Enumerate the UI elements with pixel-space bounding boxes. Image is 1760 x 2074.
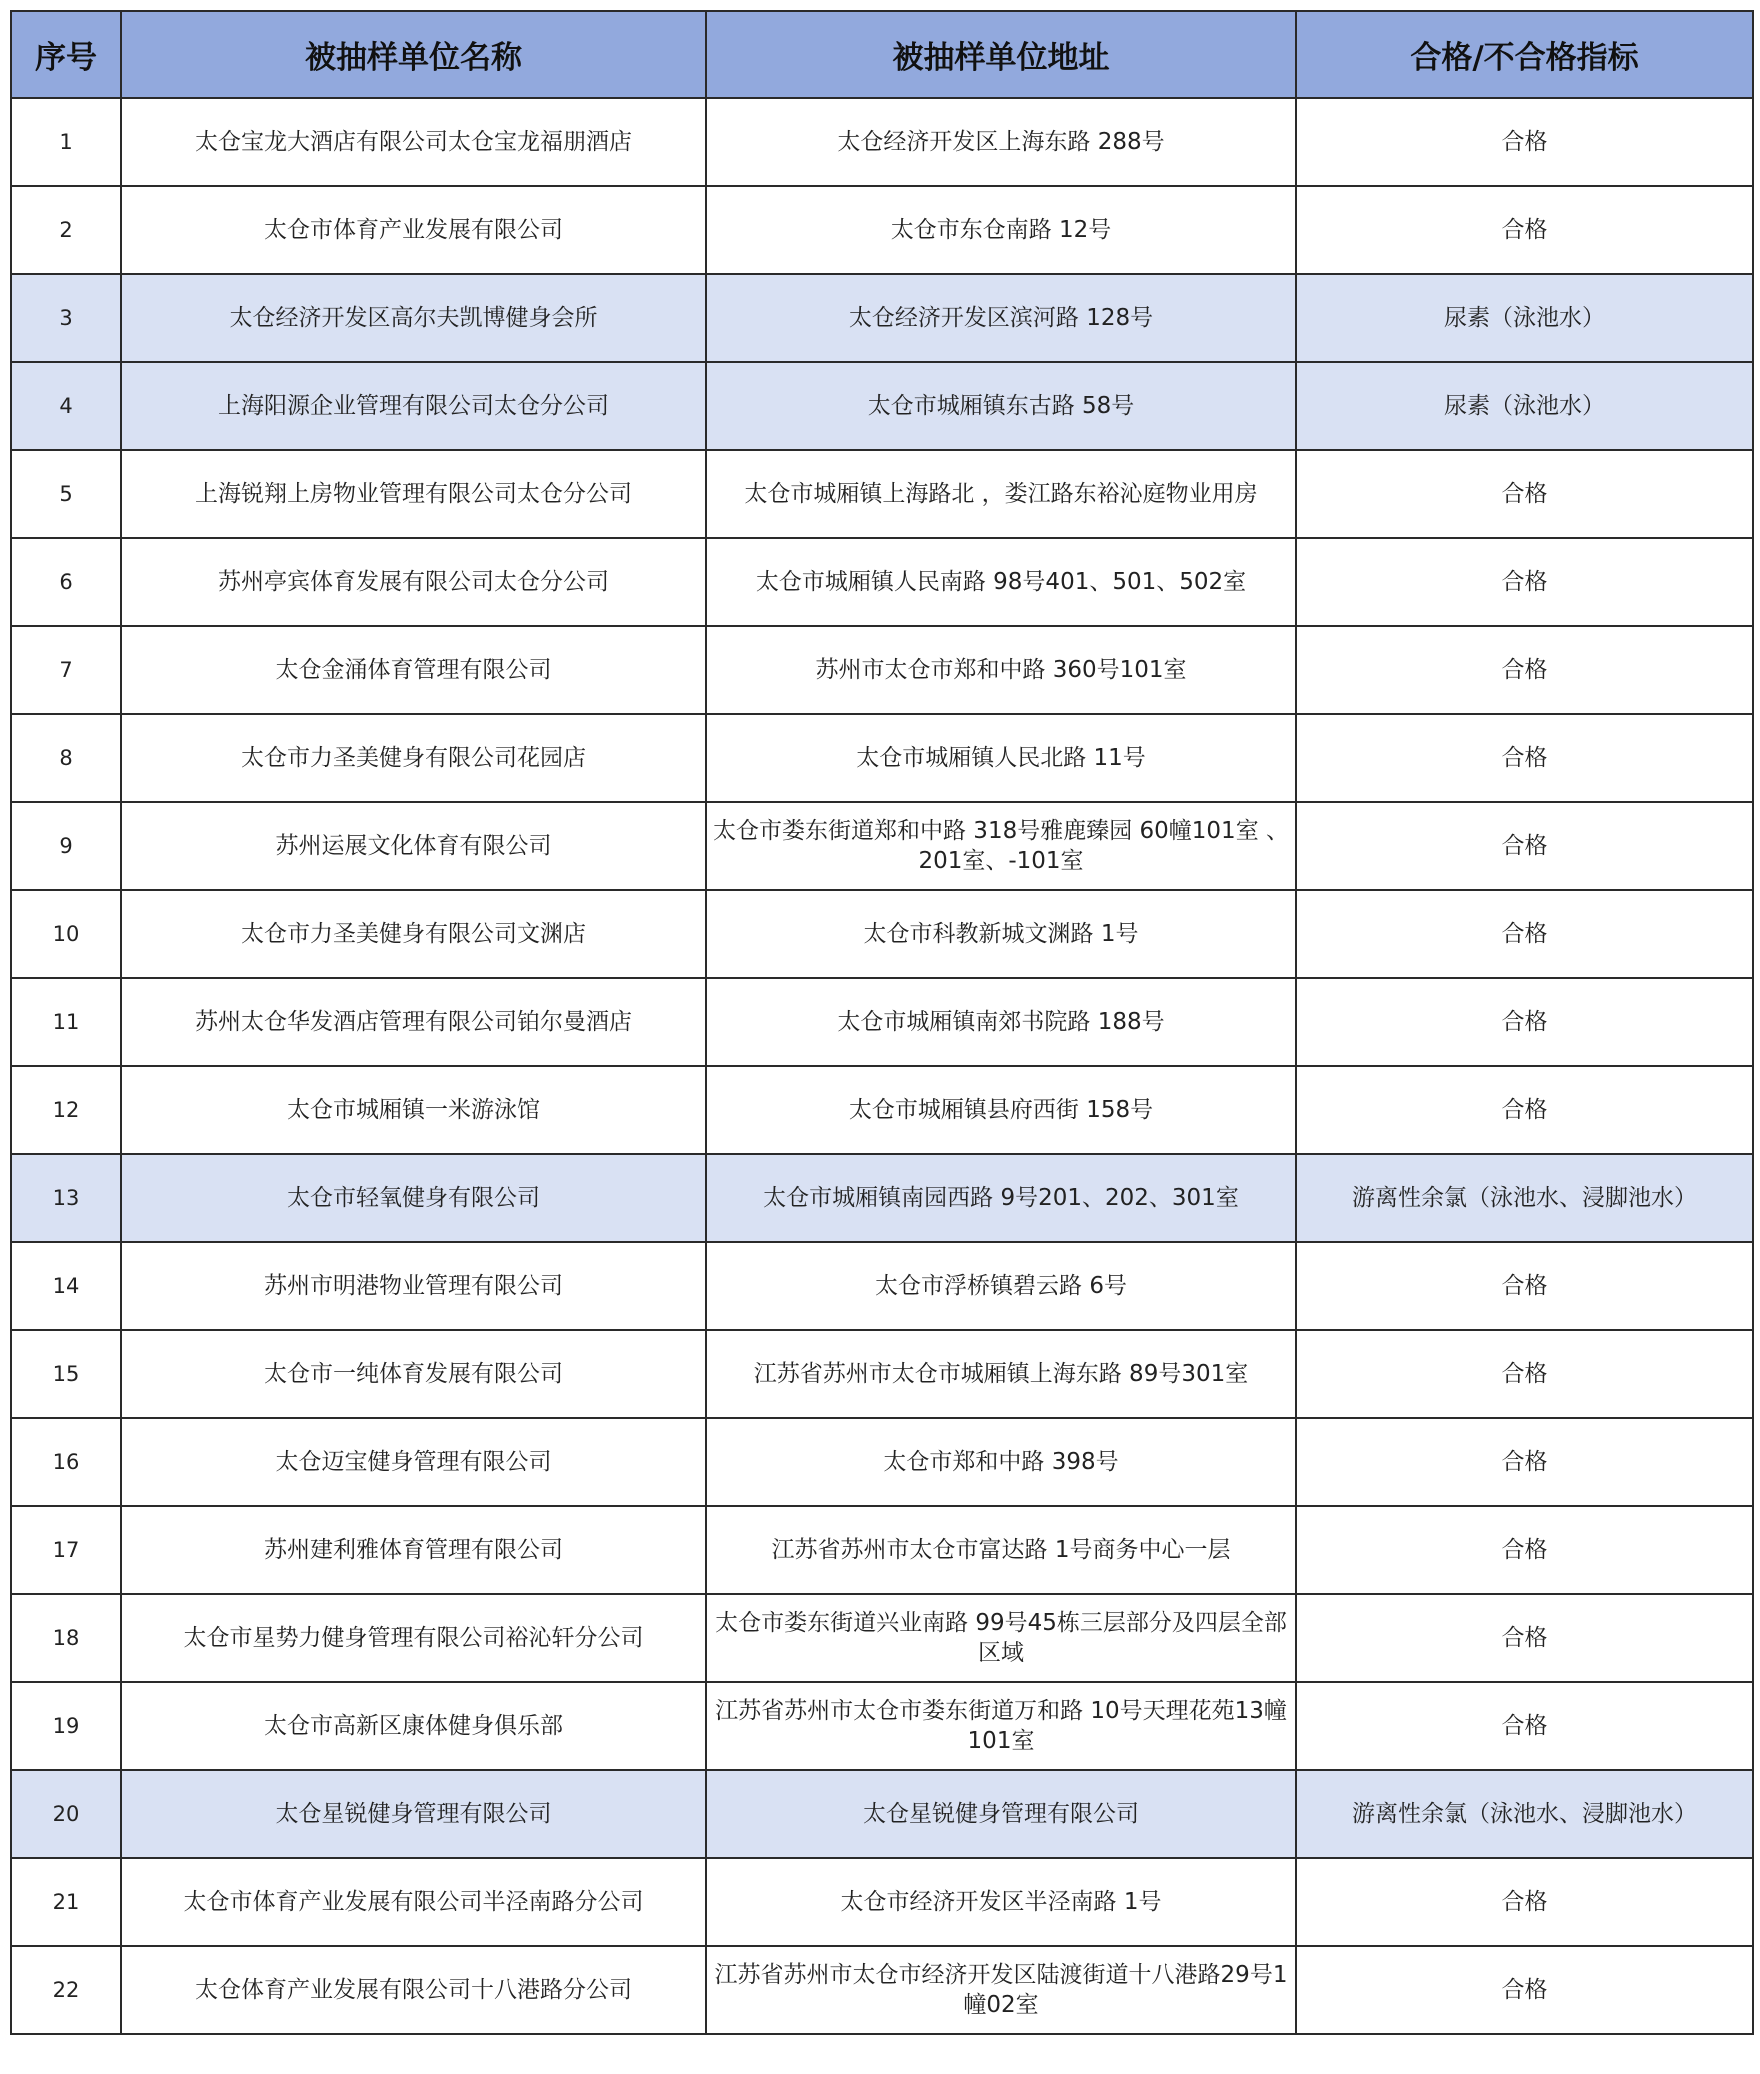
unit-name: 太仓市力圣美健身有限公司花园店 bbox=[121, 714, 706, 802]
table-row bbox=[11, 1154, 1753, 1242]
table-row bbox=[11, 274, 1753, 362]
unit-address: 江苏省苏州市太仓市经济开发区陆渡街道十八港路29号1幢02室 bbox=[706, 1946, 1296, 2034]
result-indicator: 合格 bbox=[1296, 1594, 1753, 1682]
row-index: 16 bbox=[11, 1418, 121, 1506]
result-indicator: 合格 bbox=[1296, 1946, 1753, 2034]
table-row bbox=[11, 890, 1753, 978]
table-row bbox=[11, 98, 1753, 186]
table-row bbox=[11, 1242, 1753, 1330]
unit-address: 太仓市城厢镇南郊书院路 188号 bbox=[706, 978, 1296, 1066]
unit-name: 太仓市高新区康体健身俱乐部 bbox=[121, 1682, 706, 1770]
unit-address: 江苏省苏州市太仓市城厢镇上海东路 89号301室 bbox=[706, 1330, 1296, 1418]
unit-name: 太仓星锐健身管理有限公司 bbox=[121, 1770, 706, 1858]
unit-address: 江苏省苏州市太仓市娄东街道万和路 10号天理花苑13幢101室 bbox=[706, 1682, 1296, 1770]
row-index: 11 bbox=[11, 978, 121, 1066]
table-row bbox=[11, 626, 1753, 714]
row-index: 9 bbox=[11, 802, 121, 890]
unit-address: 太仓市科教新城文渊路 1号 bbox=[706, 890, 1296, 978]
result-indicator: 合格 bbox=[1296, 1330, 1753, 1418]
unit-name: 太仓迈宝健身管理有限公司 bbox=[121, 1418, 706, 1506]
unit-name: 苏州运展文化体育有限公司 bbox=[121, 802, 706, 890]
unit-address: 太仓市经济开发区半泾南路 1号 bbox=[706, 1858, 1296, 1946]
unit-address: 太仓市娄东街道郑和中路 318号雅鹿臻园 60幢101室 、201室、-101室 bbox=[706, 802, 1296, 890]
unit-address: 太仓市浮桥镇碧云路 6号 bbox=[706, 1242, 1296, 1330]
result-indicator: 合格 bbox=[1296, 1242, 1753, 1330]
unit-name: 太仓市轻氧健身有限公司 bbox=[121, 1154, 706, 1242]
header-row bbox=[11, 11, 1753, 98]
unit-name: 上海锐翔上房物业管理有限公司太仓分公司 bbox=[121, 450, 706, 538]
row-index: 21 bbox=[11, 1858, 121, 1946]
row-index: 17 bbox=[11, 1506, 121, 1594]
row-index: 13 bbox=[11, 1154, 121, 1242]
result-indicator: 合格 bbox=[1296, 98, 1753, 186]
unit-address: 太仓市城厢镇县府西街 158号 bbox=[706, 1066, 1296, 1154]
unit-address: 太仓经济开发区滨河路 128号 bbox=[706, 274, 1296, 362]
result-indicator: 游离性余氯（泳池水、浸脚池水） bbox=[1296, 1154, 1753, 1242]
result-indicator: 合格 bbox=[1296, 802, 1753, 890]
unit-address: 太仓市城厢镇东古路 58号 bbox=[706, 362, 1296, 450]
result-indicator: 合格 bbox=[1296, 186, 1753, 274]
row-index: 20 bbox=[11, 1770, 121, 1858]
table-body bbox=[11, 98, 1753, 2034]
unit-name: 太仓市星势力健身管理有限公司裕沁轩分公司 bbox=[121, 1594, 706, 1682]
result-indicator: 合格 bbox=[1296, 1858, 1753, 1946]
inspection-results-table bbox=[10, 10, 1754, 2035]
unit-address: 太仓市城厢镇人民南路 98号401、501、502室 bbox=[706, 538, 1296, 626]
unit-address: 苏州市太仓市郑和中路 360号101室 bbox=[706, 626, 1296, 714]
row-index: 15 bbox=[11, 1330, 121, 1418]
table-row bbox=[11, 978, 1753, 1066]
unit-name: 上海阳源企业管理有限公司太仓分公司 bbox=[121, 362, 706, 450]
header-result: 合格/不合格指标 bbox=[1296, 11, 1753, 98]
table-row bbox=[11, 714, 1753, 802]
table-row bbox=[11, 538, 1753, 626]
row-index: 12 bbox=[11, 1066, 121, 1154]
unit-address: 太仓市城厢镇上海路北 ，娄江路东裕沁庭物业用房 bbox=[706, 450, 1296, 538]
unit-name: 太仓金涌体育管理有限公司 bbox=[121, 626, 706, 714]
unit-address: 太仓市城厢镇南园西路 9号201、202、301室 bbox=[706, 1154, 1296, 1242]
unit-name: 苏州市明港物业管理有限公司 bbox=[121, 1242, 706, 1330]
unit-address: 江苏省苏州市太仓市富达路 1号商务中心一层 bbox=[706, 1506, 1296, 1594]
result-indicator: 合格 bbox=[1296, 450, 1753, 538]
table-row bbox=[11, 1594, 1753, 1682]
unit-name: 太仓市力圣美健身有限公司文渊店 bbox=[121, 890, 706, 978]
unit-name: 苏州太仓华发酒店管理有限公司铂尔曼酒店 bbox=[121, 978, 706, 1066]
table-row bbox=[11, 186, 1753, 274]
table-row bbox=[11, 1506, 1753, 1594]
result-indicator: 合格 bbox=[1296, 626, 1753, 714]
unit-name: 太仓体育产业发展有限公司十八港路分公司 bbox=[121, 1946, 706, 2034]
unit-name: 太仓市体育产业发展有限公司半泾南路分公司 bbox=[121, 1858, 706, 1946]
unit-address: 太仓市东仓南路 12号 bbox=[706, 186, 1296, 274]
table-row bbox=[11, 1946, 1753, 2034]
result-indicator: 合格 bbox=[1296, 538, 1753, 626]
unit-address: 太仓经济开发区上海东路 288号 bbox=[706, 98, 1296, 186]
result-indicator: 合格 bbox=[1296, 890, 1753, 978]
unit-name: 太仓经济开发区高尔夫凯博健身会所 bbox=[121, 274, 706, 362]
row-index: 8 bbox=[11, 714, 121, 802]
unit-name: 苏州建利雅体育管理有限公司 bbox=[121, 1506, 706, 1594]
row-index: 7 bbox=[11, 626, 121, 714]
table-header bbox=[11, 11, 1753, 98]
row-index: 2 bbox=[11, 186, 121, 274]
row-index: 5 bbox=[11, 450, 121, 538]
unit-name: 太仓宝龙大酒店有限公司太仓宝龙福朋酒店 bbox=[121, 98, 706, 186]
result-indicator: 合格 bbox=[1296, 1418, 1753, 1506]
unit-address: 太仓星锐健身管理有限公司 bbox=[706, 1770, 1296, 1858]
header-unit-name: 被抽样单位名称 bbox=[121, 11, 706, 98]
row-index: 10 bbox=[11, 890, 121, 978]
table-row bbox=[11, 1770, 1753, 1858]
table-row bbox=[11, 1858, 1753, 1946]
unit-name: 太仓市体育产业发展有限公司 bbox=[121, 186, 706, 274]
row-index: 14 bbox=[11, 1242, 121, 1330]
unit-address: 太仓市城厢镇人民北路 11号 bbox=[706, 714, 1296, 802]
row-index: 22 bbox=[11, 1946, 121, 2034]
row-index: 18 bbox=[11, 1594, 121, 1682]
unit-name: 苏州亭宾体育发展有限公司太仓分公司 bbox=[121, 538, 706, 626]
result-indicator: 合格 bbox=[1296, 1506, 1753, 1594]
result-indicator: 尿素（泳池水） bbox=[1296, 362, 1753, 450]
table-row bbox=[11, 1330, 1753, 1418]
result-indicator: 游离性余氯（泳池水、浸脚池水） bbox=[1296, 1770, 1753, 1858]
table-row bbox=[11, 1682, 1753, 1770]
unit-name: 太仓市一纯体育发展有限公司 bbox=[121, 1330, 706, 1418]
row-index: 6 bbox=[11, 538, 121, 626]
table-row bbox=[11, 1066, 1753, 1154]
row-index: 1 bbox=[11, 98, 121, 186]
result-indicator: 合格 bbox=[1296, 714, 1753, 802]
unit-address: 太仓市郑和中路 398号 bbox=[706, 1418, 1296, 1506]
table-row bbox=[11, 802, 1753, 890]
result-indicator: 尿素（泳池水） bbox=[1296, 274, 1753, 362]
result-indicator: 合格 bbox=[1296, 1066, 1753, 1154]
row-index: 3 bbox=[11, 274, 121, 362]
table-row bbox=[11, 450, 1753, 538]
table-row bbox=[11, 1418, 1753, 1506]
result-indicator: 合格 bbox=[1296, 978, 1753, 1066]
row-index: 19 bbox=[11, 1682, 121, 1770]
row-index: 4 bbox=[11, 362, 121, 450]
result-indicator: 合格 bbox=[1296, 1682, 1753, 1770]
table-row bbox=[11, 362, 1753, 450]
unit-address: 太仓市娄东街道兴业南路 99号45栋三层部分及四层全部区域 bbox=[706, 1594, 1296, 1682]
unit-name: 太仓市城厢镇一米游泳馆 bbox=[121, 1066, 706, 1154]
header-unit-address: 被抽样单位地址 bbox=[706, 11, 1296, 98]
header-index: 序号 bbox=[11, 11, 121, 98]
